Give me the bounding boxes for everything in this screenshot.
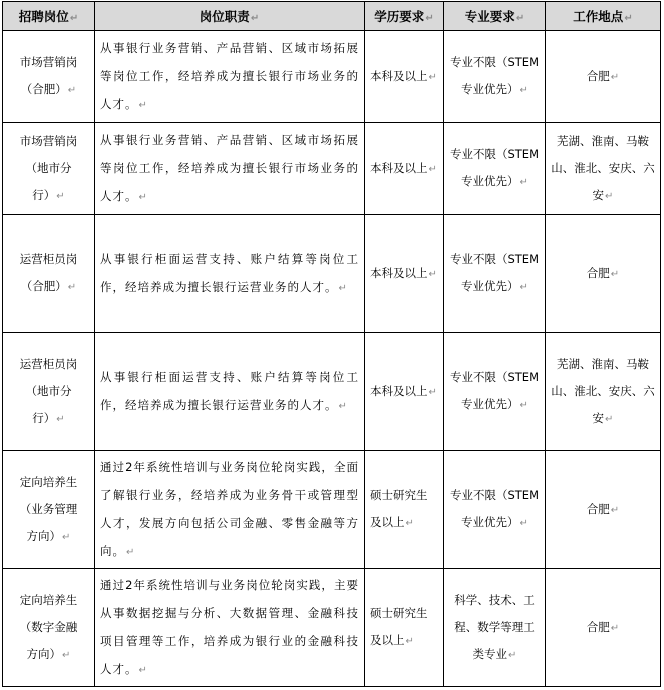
paragraph-mark-icon: ↵ — [519, 282, 528, 293]
duty-cell — [95, 451, 365, 569]
location-cell — [546, 569, 661, 687]
position-line: 定向培养生 — [19, 592, 78, 607]
paragraph-mark-icon: ↵ — [67, 85, 77, 96]
table-row — [3, 451, 661, 569]
table-row — [3, 31, 661, 123]
header-duty — [95, 2, 365, 31]
header-major — [444, 2, 546, 31]
major-text: 专业不限（STEM专业优先） — [449, 147, 539, 188]
position-cell — [3, 215, 95, 333]
position-line: 行） — [32, 187, 56, 202]
position-line: （数字金融 — [19, 619, 78, 634]
header-education — [365, 2, 444, 31]
header-row — [3, 2, 661, 31]
paragraph-mark-icon: ↵ — [405, 518, 414, 529]
major-cell — [444, 215, 546, 333]
paragraph-mark-icon: ↵ — [126, 546, 136, 558]
header-major-label: 专业要求 — [464, 9, 515, 24]
location-cell — [546, 31, 661, 123]
paragraph-mark-icon: ↵ — [62, 649, 71, 661]
education-cell — [365, 31, 444, 123]
major-text: 专业不限（STEM专业优先） — [449, 370, 539, 411]
table-row — [3, 333, 661, 451]
recruitment-table — [2, 1, 661, 687]
paragraph-mark-icon: ↵ — [605, 190, 614, 202]
major-cell — [444, 31, 546, 123]
duty-cell — [95, 569, 365, 687]
position-cell — [3, 123, 95, 215]
paragraph-mark-icon: ↵ — [56, 413, 65, 425]
location-text: 芜湖、淮南、马鞍山、淮北、安庆、六安 — [551, 133, 655, 202]
paragraph-mark-icon: ↵ — [428, 386, 437, 398]
table-body — [3, 31, 661, 687]
duty-cell — [95, 31, 365, 123]
position-line: 方向） — [26, 528, 62, 543]
position-line: 市场营销岗 — [19, 133, 78, 148]
position-cell — [3, 333, 95, 451]
position-line: 方向） — [26, 646, 62, 661]
paragraph-mark-icon: ↵ — [508, 649, 517, 661]
position-line: 运营柜员岗 — [19, 356, 78, 371]
header-location — [546, 2, 661, 31]
position-cell — [3, 569, 95, 687]
header-position — [3, 2, 95, 31]
education-text: 本科及以上 — [370, 383, 428, 398]
paragraph-mark-icon: ↵ — [610, 268, 620, 280]
education-text: 本科及以上 — [370, 265, 428, 280]
header-education-label: 学历要求 — [374, 9, 425, 24]
major-cell — [444, 123, 546, 215]
location-text: 合肥 — [586, 501, 610, 516]
paragraph-mark-icon: ↵ — [605, 413, 614, 425]
education-text: 硕士研究生及以上 — [370, 606, 428, 647]
paragraph-mark-icon: ↵ — [338, 400, 348, 412]
major-cell — [444, 333, 546, 451]
paragraph-mark-icon: ↵ — [610, 622, 620, 634]
education-cell — [365, 569, 444, 687]
duty-text: 从事银行柜面运营支持、账户结算等岗位工作，经培养成为擅长银行运营业务的人才。 — [100, 369, 359, 412]
paragraph-mark-icon: ↵ — [428, 71, 437, 83]
table-header — [3, 2, 661, 31]
position-line: 定向培养生 — [19, 474, 78, 489]
table-row — [3, 215, 661, 333]
duty-cell — [95, 215, 365, 333]
location-cell — [546, 215, 661, 333]
education-text: 本科及以上 — [370, 160, 428, 175]
paragraph-mark-icon: ↵ — [69, 13, 79, 24]
paragraph-mark-icon: ↵ — [428, 268, 437, 280]
header-duty-label: 岗位职责 — [199, 9, 250, 24]
paragraph-mark-icon: ↵ — [519, 400, 528, 411]
paragraph-mark-icon: ↵ — [515, 13, 525, 24]
paragraph-mark-icon: ↵ — [138, 191, 148, 203]
position-line: 市场营销岗 — [19, 55, 78, 69]
location-text: 合肥 — [586, 265, 610, 280]
paragraph-mark-icon: ↵ — [56, 190, 65, 202]
paragraph-mark-icon: ↵ — [138, 99, 148, 111]
header-location-label: 工作地点 — [573, 9, 624, 24]
paragraph-mark-icon: ↵ — [428, 163, 437, 175]
duty-text: 从事银行柜面运营支持、账户结算等岗位工作，经培养成为擅长银行运营业务的人才。 — [100, 251, 359, 294]
paragraph-mark-icon: ↵ — [250, 13, 260, 24]
paragraph-mark-icon: ↵ — [624, 13, 633, 24]
paragraph-mark-icon: ↵ — [519, 177, 528, 188]
paragraph-mark-icon: ↵ — [405, 636, 414, 647]
paragraph-mark-icon: ↵ — [610, 504, 620, 516]
major-text: 科学、技术、工程、数学等理工类专业 — [454, 592, 535, 661]
position-line: （合肥） — [20, 82, 67, 96]
position-line: （合肥） — [20, 279, 67, 293]
duty-text: 通过2年系统性培训与业务岗位轮岗实践，主要从事数据挖掘与分析、大数据管理、金融科技项目管理等工作，培养成为银行业的金融科技人才。 — [100, 577, 359, 676]
duty-text: 从事银行业务营销、产品营销、区域市场拓展等岗位工作，经培养成为擅长银行市场业务的人才。 — [100, 132, 359, 203]
education-cell — [365, 215, 444, 333]
education-text: 本科及以上 — [370, 68, 428, 83]
location-cell — [546, 333, 661, 451]
paragraph-mark-icon: ↵ — [338, 282, 348, 294]
paragraph-mark-icon: ↵ — [610, 71, 620, 83]
major-text: 专业不限（STEM专业优先） — [449, 488, 539, 529]
duty-text: 从事银行业务营销、产品营销、区域市场拓展等岗位工作，经培养成为擅长银行市场业务的人才。 — [100, 40, 359, 111]
paragraph-mark-icon: ↵ — [519, 518, 528, 529]
major-text: 专业不限（STEM专业优先） — [449, 55, 539, 96]
table-row — [3, 569, 661, 687]
duty-text: 通过2年系统性培训与业务岗位轮岗实践，全面了解银行业务，经培养成为业务骨干或管理型人才，发展方向包括公司金融、零售金融等方向。 — [100, 459, 359, 558]
paragraph-mark-icon: ↵ — [519, 85, 528, 96]
paragraph-mark-icon: ↵ — [138, 664, 148, 676]
table-row — [3, 123, 661, 215]
paragraph-mark-icon: ↵ — [425, 13, 434, 24]
education-cell — [365, 123, 444, 215]
position-line: （地市分 — [25, 160, 72, 175]
position-line: 行） — [32, 410, 56, 425]
paragraph-mark-icon: ↵ — [62, 531, 71, 543]
location-text: 合肥 — [586, 619, 610, 634]
education-text: 硕士研究生及以上 — [370, 488, 428, 529]
position-cell — [3, 451, 95, 569]
education-cell — [365, 333, 444, 451]
paragraph-mark-icon: ↵ — [67, 282, 77, 293]
major-cell — [444, 569, 546, 687]
education-cell — [365, 451, 444, 569]
position-line: 运营柜员岗 — [19, 252, 78, 266]
duty-cell — [95, 333, 365, 451]
position-line: （地市分 — [25, 383, 72, 398]
duty-cell — [95, 123, 365, 215]
position-line: （业务管理 — [19, 501, 78, 516]
major-text: 专业不限（STEM专业优先） — [449, 252, 539, 293]
position-cell — [3, 31, 95, 123]
location-cell — [546, 451, 661, 569]
major-cell — [444, 451, 546, 569]
location-cell — [546, 123, 661, 215]
location-text: 合肥 — [586, 68, 610, 83]
header-position-label: 招聘岗位 — [18, 9, 69, 24]
location-text: 芜湖、淮南、马鞍山、淮北、安庆、六安 — [551, 356, 655, 425]
